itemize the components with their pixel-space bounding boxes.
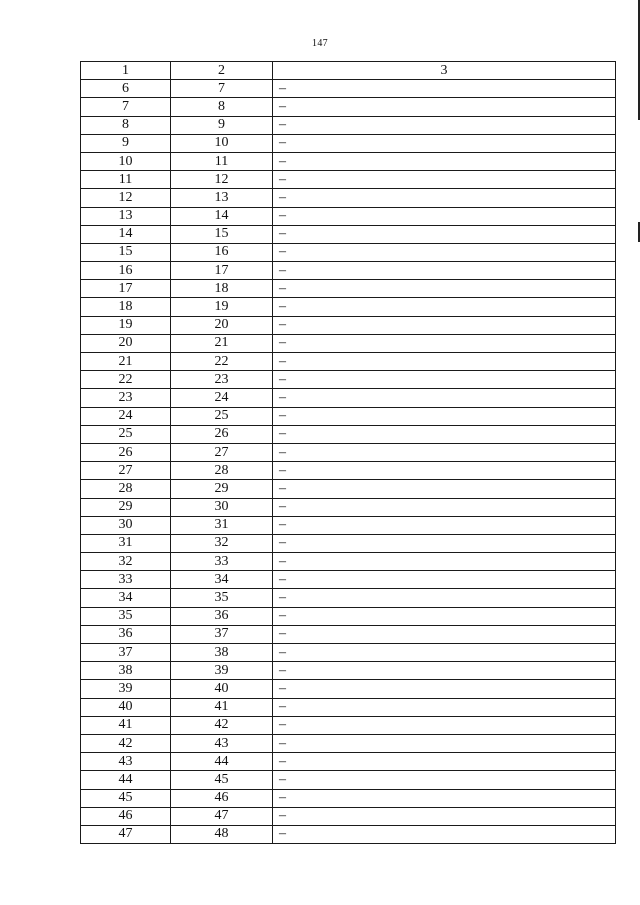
table-row bbox=[81, 98, 616, 116]
table-row bbox=[81, 516, 616, 534]
table-row bbox=[81, 698, 616, 716]
cell-col-1: 46 bbox=[81, 807, 171, 825]
cell-col-3: – bbox=[273, 807, 616, 825]
data-table bbox=[80, 61, 616, 844]
cell-col-3: – bbox=[273, 80, 616, 98]
cell-col-1: 45 bbox=[81, 789, 171, 807]
cell-col-2: 44 bbox=[171, 753, 273, 771]
table-row bbox=[81, 334, 616, 352]
cell-col-1: 17 bbox=[81, 280, 171, 298]
cell-col-1: 23 bbox=[81, 389, 171, 407]
cell-col-1: 14 bbox=[81, 225, 171, 243]
table-row bbox=[81, 498, 616, 516]
cell-col-2: 47 bbox=[171, 807, 273, 825]
table-row bbox=[81, 134, 616, 152]
cell-col-2: 13 bbox=[171, 189, 273, 207]
table-body bbox=[81, 80, 616, 844]
cell-col-3: – bbox=[273, 280, 616, 298]
cell-col-3: – bbox=[273, 207, 616, 225]
cell-col-2: 46 bbox=[171, 789, 273, 807]
cell-col-3: – bbox=[273, 134, 616, 152]
cell-col-1: 16 bbox=[81, 262, 171, 280]
table-row bbox=[81, 607, 616, 625]
table-row bbox=[81, 171, 616, 189]
cell-col-2: 18 bbox=[171, 280, 273, 298]
cell-col-1: 34 bbox=[81, 589, 171, 607]
cell-col-3: – bbox=[273, 698, 616, 716]
cell-col-2: 48 bbox=[171, 825, 273, 843]
cell-col-3: – bbox=[273, 353, 616, 371]
cell-col-3: – bbox=[273, 716, 616, 734]
cell-col-3: – bbox=[273, 734, 616, 752]
cell-col-3: – bbox=[273, 262, 616, 280]
cell-col-3: – bbox=[273, 389, 616, 407]
cell-col-1: 27 bbox=[81, 462, 171, 480]
cell-col-3: – bbox=[273, 425, 616, 443]
cell-col-2: 12 bbox=[171, 171, 273, 189]
cell-col-2: 9 bbox=[171, 116, 273, 134]
table-row bbox=[81, 571, 616, 589]
cell-col-3: – bbox=[273, 625, 616, 643]
table-row bbox=[81, 480, 616, 498]
cell-col-3: – bbox=[273, 516, 616, 534]
table-row bbox=[81, 625, 616, 643]
cell-col-3: – bbox=[273, 789, 616, 807]
table-row bbox=[81, 280, 616, 298]
cell-col-2: 8 bbox=[171, 98, 273, 116]
cell-col-2: 14 bbox=[171, 207, 273, 225]
cell-col-1: 18 bbox=[81, 298, 171, 316]
cell-col-2: 21 bbox=[171, 334, 273, 352]
cell-col-2: 43 bbox=[171, 734, 273, 752]
table-row bbox=[81, 644, 616, 662]
table-row bbox=[81, 662, 616, 680]
table-row bbox=[81, 116, 616, 134]
table-row bbox=[81, 80, 616, 98]
cell-col-3: – bbox=[273, 371, 616, 389]
cell-col-2: 23 bbox=[171, 371, 273, 389]
cell-col-1: 6 bbox=[81, 80, 171, 98]
cell-col-3: – bbox=[273, 589, 616, 607]
cell-col-3: – bbox=[273, 298, 616, 316]
cell-col-3: – bbox=[273, 316, 616, 334]
table-row bbox=[81, 243, 616, 261]
cell-col-2: 27 bbox=[171, 443, 273, 461]
cell-col-2: 36 bbox=[171, 607, 273, 625]
cell-col-1: 40 bbox=[81, 698, 171, 716]
cell-col-3: – bbox=[273, 171, 616, 189]
cell-col-2: 10 bbox=[171, 134, 273, 152]
header-row bbox=[81, 62, 616, 80]
cell-col-2: 7 bbox=[171, 80, 273, 98]
cell-col-3: – bbox=[273, 607, 616, 625]
cell-col-1: 39 bbox=[81, 680, 171, 698]
table-row bbox=[81, 407, 616, 425]
table-row bbox=[81, 207, 616, 225]
cell-col-1: 32 bbox=[81, 553, 171, 571]
cell-col-3: – bbox=[273, 662, 616, 680]
cell-col-1: 38 bbox=[81, 662, 171, 680]
cell-col-3: – bbox=[273, 534, 616, 552]
cell-col-2: 15 bbox=[171, 225, 273, 243]
cell-col-1: 15 bbox=[81, 243, 171, 261]
table-row bbox=[81, 534, 616, 552]
cell-col-2: 32 bbox=[171, 534, 273, 552]
cell-col-3: – bbox=[273, 443, 616, 461]
cell-col-2: 35 bbox=[171, 589, 273, 607]
cell-col-1: 25 bbox=[81, 425, 171, 443]
table-row bbox=[81, 589, 616, 607]
cell-col-2: 19 bbox=[171, 298, 273, 316]
cell-col-1: 11 bbox=[81, 171, 171, 189]
cell-col-3: – bbox=[273, 189, 616, 207]
cell-col-3: – bbox=[273, 480, 616, 498]
cell-col-3: – bbox=[273, 825, 616, 843]
table-row bbox=[81, 680, 616, 698]
cell-col-1: 12 bbox=[81, 189, 171, 207]
cell-col-3: – bbox=[273, 243, 616, 261]
cell-col-3: – bbox=[273, 571, 616, 589]
cell-col-3: – bbox=[273, 498, 616, 516]
cell-col-2: 24 bbox=[171, 389, 273, 407]
page-number: 147 bbox=[312, 38, 328, 49]
table-row bbox=[81, 825, 616, 843]
cell-col-3: – bbox=[273, 644, 616, 662]
cell-col-1: 10 bbox=[81, 152, 171, 170]
table-row bbox=[81, 316, 616, 334]
table-row bbox=[81, 353, 616, 371]
cell-col-1: 24 bbox=[81, 407, 171, 425]
table-row bbox=[81, 771, 616, 789]
cell-col-3: – bbox=[273, 116, 616, 134]
table-row bbox=[81, 152, 616, 170]
cell-col-1: 13 bbox=[81, 207, 171, 225]
cell-col-3: – bbox=[273, 98, 616, 116]
cell-col-3: – bbox=[273, 753, 616, 771]
cell-col-3: – bbox=[273, 462, 616, 480]
table-row bbox=[81, 553, 616, 571]
cell-col-3: – bbox=[273, 771, 616, 789]
cell-col-1: 43 bbox=[81, 753, 171, 771]
cell-col-2: 38 bbox=[171, 644, 273, 662]
cell-col-1: 29 bbox=[81, 498, 171, 516]
cell-col-1: 22 bbox=[81, 371, 171, 389]
column-header-1: 1 bbox=[81, 62, 171, 80]
cell-col-3: – bbox=[273, 152, 616, 170]
cell-col-1: 9 bbox=[81, 134, 171, 152]
table-row bbox=[81, 189, 616, 207]
cell-col-2: 45 bbox=[171, 771, 273, 789]
cell-col-1: 35 bbox=[81, 607, 171, 625]
cell-col-1: 33 bbox=[81, 571, 171, 589]
cell-col-1: 28 bbox=[81, 480, 171, 498]
table-row bbox=[81, 371, 616, 389]
cell-col-2: 25 bbox=[171, 407, 273, 425]
cell-col-2: 34 bbox=[171, 571, 273, 589]
cell-col-2: 40 bbox=[171, 680, 273, 698]
cell-col-2: 29 bbox=[171, 480, 273, 498]
cell-col-1: 37 bbox=[81, 644, 171, 662]
table-row bbox=[81, 716, 616, 734]
cell-col-3: – bbox=[273, 407, 616, 425]
cell-col-1: 30 bbox=[81, 516, 171, 534]
cell-col-2: 17 bbox=[171, 262, 273, 280]
cell-col-1: 44 bbox=[81, 771, 171, 789]
table-row bbox=[81, 389, 616, 407]
cell-col-1: 42 bbox=[81, 734, 171, 752]
cell-col-3: – bbox=[273, 553, 616, 571]
table-row bbox=[81, 734, 616, 752]
cell-col-2: 28 bbox=[171, 462, 273, 480]
cell-col-2: 20 bbox=[171, 316, 273, 334]
cell-col-3: – bbox=[273, 225, 616, 243]
table-row bbox=[81, 753, 616, 771]
cell-col-3: – bbox=[273, 680, 616, 698]
cell-col-2: 31 bbox=[171, 516, 273, 534]
cell-col-1: 47 bbox=[81, 825, 171, 843]
cell-col-1: 20 bbox=[81, 334, 171, 352]
table-header bbox=[81, 62, 616, 80]
cell-col-2: 39 bbox=[171, 662, 273, 680]
table-row bbox=[81, 425, 616, 443]
cell-col-3: – bbox=[273, 334, 616, 352]
table-row bbox=[81, 262, 616, 280]
cell-col-1: 41 bbox=[81, 716, 171, 734]
cell-col-1: 21 bbox=[81, 353, 171, 371]
cell-col-1: 31 bbox=[81, 534, 171, 552]
table-row bbox=[81, 807, 616, 825]
cell-col-1: 8 bbox=[81, 116, 171, 134]
cell-col-2: 30 bbox=[171, 498, 273, 516]
cell-col-2: 26 bbox=[171, 425, 273, 443]
cell-col-2: 37 bbox=[171, 625, 273, 643]
table-row bbox=[81, 298, 616, 316]
cell-col-2: 33 bbox=[171, 553, 273, 571]
cell-col-2: 41 bbox=[171, 698, 273, 716]
table-row bbox=[81, 789, 616, 807]
cell-col-2: 11 bbox=[171, 152, 273, 170]
table-row bbox=[81, 225, 616, 243]
cell-col-2: 16 bbox=[171, 243, 273, 261]
cell-col-2: 42 bbox=[171, 716, 273, 734]
column-header-2: 2 bbox=[171, 62, 273, 80]
cell-col-1: 19 bbox=[81, 316, 171, 334]
table-row bbox=[81, 443, 616, 461]
cell-col-2: 22 bbox=[171, 353, 273, 371]
cell-col-1: 26 bbox=[81, 443, 171, 461]
cell-col-1: 36 bbox=[81, 625, 171, 643]
table-row bbox=[81, 462, 616, 480]
cell-col-1: 7 bbox=[81, 98, 171, 116]
column-header-3: 3 bbox=[273, 62, 616, 80]
